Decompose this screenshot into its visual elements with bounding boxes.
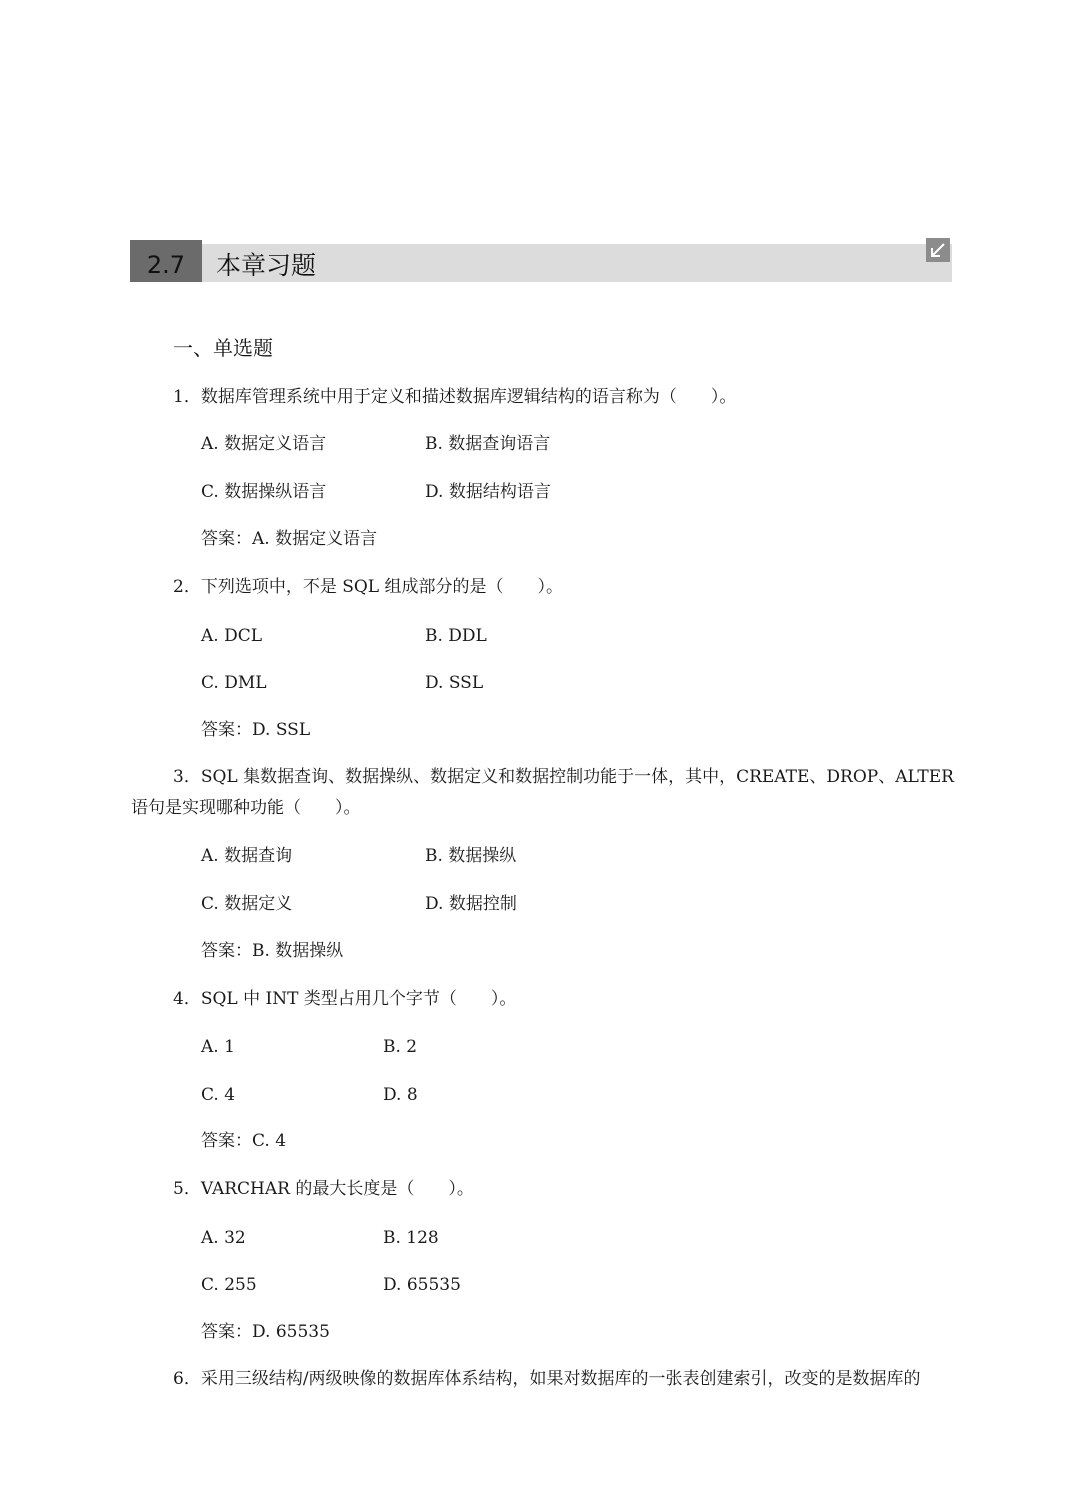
question-6-stem: 6．采用三级结构/两级映像的数据库体系结构，如果对数据库的一张表创建索引，改变的是数据库的 [173, 1369, 921, 1389]
question-2-option-a: A. DCL [201, 626, 263, 646]
question-5-option-d: D. 65535 [383, 1275, 461, 1295]
question-3-stem-line-1: 3．SQL 集数据查询、数据操纵、数据定义和数据控制功能于一体，其中，CREATE、DROP、ALTER [173, 767, 954, 787]
question-1-stem: 1．数据库管理系统中用于定义和描述数据库逻辑结构的语言称为（ ）。 [173, 387, 737, 407]
question-2-option-b: B. DDL [425, 626, 487, 646]
question-3-stem-line-2: 语句是实现哪种功能（ ）。 [131, 798, 361, 818]
question-1-option-a: A. 数据定义语言 [201, 434, 327, 454]
question-1-option-d: D. 数据结构语言 [425, 482, 551, 502]
arrow-down-left-icon [926, 238, 950, 262]
question-4-answer: 答案：C. 4 [201, 1131, 287, 1151]
section-title: 本章习题 [216, 251, 317, 280]
question-4-option-a: A. 1 [201, 1037, 235, 1057]
question-5-stem: 5．VARCHAR 的最大长度是（ ）。 [173, 1179, 474, 1199]
question-4-stem: 4．SQL 中 INT 类型占用几个字节（ ）。 [173, 989, 517, 1009]
question-2-option-d: D. SSL [425, 673, 484, 693]
question-1-option-c: C. 数据操纵语言 [201, 482, 327, 502]
question-4-option-d: D. 8 [383, 1085, 418, 1105]
question-1-option-b: B. 数据查询语言 [425, 434, 551, 454]
exercise-type-heading: 一、单选题 [173, 336, 273, 360]
question-3-option-b: B. 数据操纵 [425, 846, 517, 866]
question-4-option-c: C. 4 [201, 1085, 236, 1105]
section-number: 2.7 [130, 240, 202, 282]
question-1-answer: 答案：A. 数据定义语言 [201, 529, 378, 549]
question-5-answer: 答案：D. 65535 [201, 1322, 330, 1342]
question-2-stem: 2．下列选项中，不是 SQL 组成部分的是（ ）。 [173, 577, 563, 597]
question-3-answer: 答案：B. 数据操纵 [201, 941, 344, 961]
question-2-option-c: C. DML [201, 673, 267, 693]
question-5-option-a: A. 32 [201, 1228, 246, 1248]
question-3-option-a: A. 数据查询 [201, 846, 293, 866]
question-5-option-c: C. 255 [201, 1275, 257, 1295]
question-3-option-d: D. 数据控制 [425, 894, 517, 914]
question-5-option-b: B. 128 [383, 1228, 439, 1248]
question-3-option-c: C. 数据定义 [201, 894, 293, 914]
question-4-option-b: B. 2 [383, 1037, 418, 1057]
question-2-answer: 答案：D. SSL [201, 720, 311, 740]
